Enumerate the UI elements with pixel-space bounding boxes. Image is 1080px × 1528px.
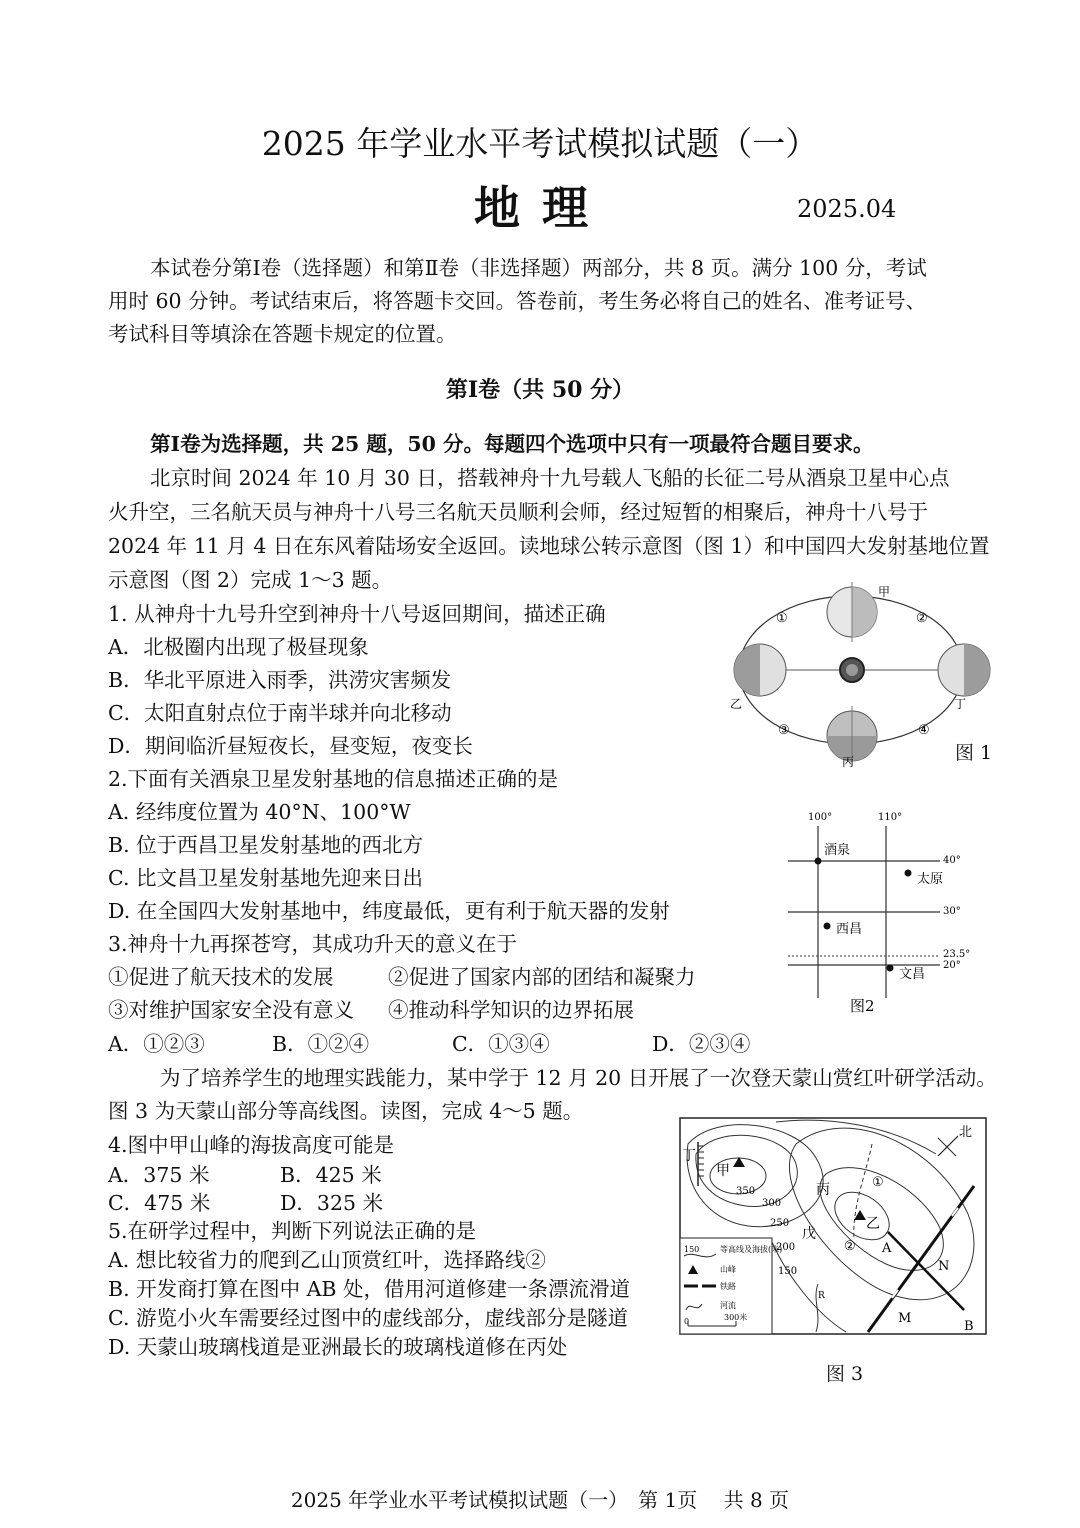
- fig2-lon-110: 110°: [878, 812, 903, 823]
- earth-position-yi: [734, 644, 786, 696]
- fig2-xichang: 西昌: [836, 922, 863, 937]
- fig2-lat-40: 40°: [943, 855, 961, 866]
- q1-stem: 1. 从神舟十九号升空到神舟十八号返回期间，描述正确: [108, 602, 606, 626]
- material-2-line-2: 图 3 为天蒙山部分等高线图。读图，完成 4～5 题。: [108, 1099, 584, 1123]
- legend-peak-text: 山峰: [720, 1265, 736, 1274]
- legend-rail-text: 铁路: [720, 1282, 736, 1291]
- q1-option-b: B．华北平原进入雨季，洪涝灾害频发: [108, 668, 452, 692]
- q5-option-a: A. 想比较省力的爬到乙山顶赏红叶，选择路线②: [108, 1248, 546, 1272]
- q2-option-d: D. 在全国四大发射基地中，纬度最低，更有利于航天器的发射: [108, 899, 670, 923]
- q3-statement-1: ①促进了航天技术的发展: [108, 965, 334, 989]
- page-footer: 2025 年学业水平考试模拟试题（一） 第 1页 共 8 页: [290, 1488, 790, 1512]
- fig3-ding: 丁: [682, 1148, 696, 1164]
- wenchang-dot: [887, 965, 894, 972]
- figure-1-caption: 图 1: [955, 742, 993, 764]
- fig1-label-jia: 甲: [878, 585, 891, 599]
- q3-statement-4: ④推动科学知识的边界拓展: [388, 998, 634, 1022]
- fig2-jiuquan: 酒泉: [824, 843, 851, 858]
- xichang-dot: [824, 923, 831, 930]
- fig1-label-yi: 乙: [730, 697, 743, 711]
- material-1-line-1: 北京时间 2024 年 10 月 30 日，搭载神舟十九号载人飞船的长征二号从酒泉卫星中心点: [150, 466, 950, 490]
- fig3-bing: 丙: [816, 1182, 830, 1198]
- exam-date: 2025.04: [797, 195, 897, 223]
- legend-contour-value: 150: [684, 1245, 700, 1254]
- q5-stem: 5.在研学过程中，判断下列说法正确的是: [108, 1219, 477, 1243]
- figure-3-contour-map: [676, 1114, 990, 1338]
- q2-option-c: C. 比文昌卫星发射基地先迎来日出: [108, 866, 423, 890]
- section-instruction: 第Ⅰ卷为选择题，共 25 题，50 分。每题四个选项中只有一项最符合题目要求。: [150, 432, 874, 456]
- fig3-river-r: R: [818, 1291, 825, 1301]
- q2-option-a: A. 经纬度位置为 40°N、100°W: [108, 800, 411, 824]
- fig1-label-c1: ①: [776, 611, 788, 626]
- legend-scale-300: 300米: [724, 1313, 748, 1322]
- fig2-taiyuan: 太原: [917, 872, 944, 887]
- fig2-lon-100: 100°: [808, 812, 833, 823]
- fig3-c200: 200: [776, 1242, 796, 1253]
- fig3-c350: 350: [736, 1186, 756, 1197]
- q5-option-b: B. 开发商打算在图中 AB 处，借用河道修建一条漂流滑道: [108, 1277, 630, 1301]
- fig1-label-bing: 丙: [842, 755, 855, 768]
- fig3-point-m: M: [898, 1311, 912, 1326]
- subject-title: 地理: [474, 181, 610, 235]
- fig2-lat-235: 23.5°: [943, 949, 971, 960]
- figure-2-launch-bases: [780, 808, 980, 1018]
- earth-position-jia: [827, 582, 877, 642]
- fig3-route-2: ②: [844, 1239, 856, 1254]
- fig2-lat-20: 20°: [943, 960, 961, 971]
- fig2-wenchang: 文昌: [899, 967, 926, 982]
- fig3-jia: 甲: [716, 1163, 730, 1179]
- q4-stem: 4.图中甲山峰的海拔高度可能是: [108, 1133, 395, 1157]
- q3-statement-3: ③对维护国家安全没有意义: [108, 998, 354, 1022]
- figure-3-caption: 图 3: [826, 1363, 864, 1385]
- legend-contour-text: 等高线及海拔(米): [720, 1245, 783, 1254]
- fig1-label-c4: ④: [918, 723, 930, 738]
- q5-option-c: C. 游览小火车需要经过图中的虚线部分，虚线部分是隧道: [108, 1306, 628, 1330]
- q2-option-b: B. 位于西昌卫星发射基地的西北方: [108, 833, 424, 857]
- sun-core: [846, 664, 858, 676]
- earth-position-ding: [938, 644, 990, 696]
- intro-line-2: 用时 60 分钟。考试结束后，将答题卡交回。答卷前，考生务必将自己的姓名、准考证号、: [108, 289, 927, 313]
- q3-option-a: A．①②③: [108, 1032, 205, 1056]
- material-1-line-2: 火升空，三名航天员与神舟十八号三名航天员顺利会师，经过短暂的相聚后，神舟十八号于: [108, 500, 928, 524]
- q3-option-d: D．②③④: [652, 1032, 751, 1056]
- section-title: 第Ⅰ卷（共 50 分）: [445, 377, 635, 403]
- intro-line-3: 考试科目等填涂在答题卡规定的位置。: [108, 322, 457, 346]
- fig3-c250: 250: [770, 1218, 790, 1229]
- taiyuan-dot: [905, 870, 912, 877]
- jiuquan-dot: [815, 858, 822, 865]
- exam-title: 2025 年学业水平考试模拟试题（一）: [261, 124, 819, 163]
- fig3-route-1: ①: [872, 1175, 884, 1190]
- q3-stem: 3.神舟十九再探苍穹，其成功升天的意义在于: [108, 932, 518, 956]
- legend-river-text: 河流: [720, 1301, 736, 1310]
- q4-option-c: C．475 米: [108, 1191, 211, 1215]
- fig3-wu: 戊: [802, 1226, 816, 1242]
- fig1-label-c2: ②: [916, 611, 928, 626]
- q2-stem: 2.下面有关酒泉卫星发射基地的信息描述正确的是: [108, 767, 559, 791]
- q3-option-c: C．①③④: [452, 1032, 550, 1056]
- q3-statement-2: ②促进了国家内部的团结和凝聚力: [388, 965, 696, 989]
- figure-2-caption: 图2: [850, 997, 875, 1015]
- fig1-label-ding: 丁: [954, 697, 967, 711]
- material-1-line-4: 示意图（图 2）完成 1～3 题。: [108, 568, 393, 592]
- material-2-line-1: 为了培养学生的地理实践能力，某中学于 12 月 20 日开展了一次登天蒙山赏红叶研学活动。: [160, 1066, 997, 1090]
- fig3-c150: 150: [778, 1266, 798, 1277]
- fig1-label-c3: ③: [778, 723, 790, 738]
- material-1-line-3: 2024 年 11 月 4 日在东风着陆场安全返回。读地球公转示意图（图 1）和中国四大发射基地位置: [108, 534, 990, 558]
- fig3-point-a: A: [882, 1241, 892, 1256]
- fig2-lat-30: 30°: [943, 906, 961, 917]
- q3-option-b: B．①②④: [272, 1032, 370, 1056]
- q4-option-b: B．425 米: [280, 1163, 382, 1187]
- fig3-north: 北: [959, 1125, 973, 1140]
- legend-scale-0: 0: [684, 1317, 690, 1326]
- intro-line-1: 本试卷分第Ⅰ卷（选择题）和第Ⅱ卷（非选择题）两部分，共 8 页。满分 100 分，考试: [150, 256, 927, 280]
- q4-option-d: D．325 米: [280, 1191, 384, 1215]
- fig3-yi: 乙: [866, 1216, 880, 1232]
- q4-option-a: A．375 米: [108, 1163, 210, 1187]
- fig3-point-n: N: [938, 1259, 950, 1274]
- fig3-c300: 300: [762, 1198, 782, 1209]
- q5-option-d: D. 天蒙山玻璃栈道是亚洲最长的玻璃栈道修在丙处: [108, 1335, 568, 1359]
- q1-option-a: A．北极圈内出现了极昼现象: [108, 635, 369, 659]
- fig3-point-b: B: [964, 1319, 974, 1334]
- q1-option-d: D．期间临沂昼短夜长，昼变短，夜变长: [108, 734, 473, 758]
- q1-option-c: C．太阳直射点位于南半球并向北移动: [108, 701, 452, 725]
